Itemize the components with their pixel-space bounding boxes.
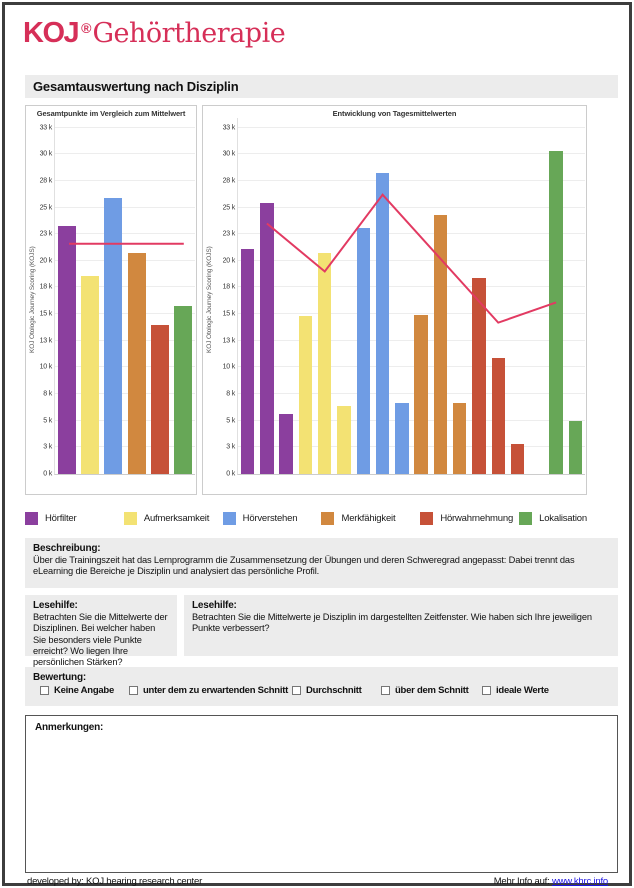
legend-swatch <box>420 512 433 525</box>
bewertung-option[interactable] <box>292 685 362 696</box>
y-tick-label: 18 k <box>222 283 235 291</box>
y-tick-label: 20 k <box>222 257 235 265</box>
y-tick-label: 28 k <box>222 177 235 185</box>
legend-swatch <box>519 512 532 525</box>
y-tick-label: 25 k <box>222 204 235 212</box>
y-tick-label: 30 k <box>222 150 235 158</box>
khrc-link[interactable]: www.khrc.info <box>551 876 608 887</box>
chart-title: Gesamtpunkte im Vergleich zum Mittelwert <box>36 109 186 118</box>
y-tick-label: 3 k <box>43 443 52 451</box>
y-tick-label: 33 k <box>222 124 235 132</box>
y-tick-label: 23 k <box>39 230 52 238</box>
y-tick-label: 3 k <box>226 443 235 451</box>
legend-swatch <box>25 512 38 525</box>
chart-overall-points <box>25 105 197 495</box>
y-tick-label: 13 k <box>39 337 52 345</box>
beschreibung-body: Über die Trainingszeit hat das Lernprogramm die Zusammensetzung der Übungen und deren Schweregrad angepasst: Dabei trennt das eLearning die Bereiche je Disziplin und analysiert das persönliche Profil. <box>33 555 575 577</box>
legend-label: Merkfähigkeit <box>341 512 396 524</box>
legend-label: Hörwahrnehmung <box>440 512 514 524</box>
registered-trademark-icon: ® <box>81 20 92 36</box>
y-axis-label: KOJ Otologic Journey Scoring (KOJS) <box>29 246 36 354</box>
y-tick-label: 10 k <box>222 363 235 371</box>
y-tick-label: 20 k <box>39 257 52 265</box>
bewertung-title: Bewertung: <box>33 672 87 683</box>
y-tick-label: 0 k <box>43 470 52 478</box>
checkbox[interactable] <box>381 686 390 695</box>
plot-area <box>39 118 195 478</box>
y-tick-label: 25 k <box>39 204 52 212</box>
checkbox-label: unter dem zu erwartenden Schnitt <box>143 685 289 696</box>
developed-by-text: developed by: KOJ hearing research center <box>27 876 203 887</box>
legend-item <box>321 512 420 525</box>
bewertung-options <box>33 685 610 701</box>
y-tick-label: 5 k <box>43 417 52 425</box>
y-tick-label: 15 k <box>39 310 52 318</box>
y-tick-label: 0 k <box>226 470 235 478</box>
anmerkungen-label: Anmerkungen: <box>35 722 104 733</box>
page-title: Gesamtauswertung nach Disziplin <box>25 75 618 98</box>
logo-product-name: Gehörtherapie <box>92 18 286 49</box>
legend-label: Hörverstehen <box>242 512 298 524</box>
legend-label: Lokalisation <box>539 512 587 524</box>
y-tick-label: 23 k <box>222 230 235 238</box>
legend-swatch <box>321 512 334 525</box>
y-tick-label: 13 k <box>222 337 235 345</box>
y-tick-label: 5 k <box>226 417 235 425</box>
more-info <box>494 876 608 887</box>
bewertung-option[interactable] <box>381 685 469 696</box>
more-info-label: Mehr Info auf: <box>493 876 552 887</box>
bewertung-option[interactable] <box>40 685 114 696</box>
y-tick-label: 8 k <box>226 390 235 398</box>
koj-logo <box>23 17 285 55</box>
page-border <box>2 2 632 886</box>
legend-item <box>420 512 519 525</box>
y-tick-label: 18 k <box>39 283 52 291</box>
chart-title: Entwicklung von Tagesmittelwerten <box>332 109 457 118</box>
beschreibung-section <box>25 538 618 588</box>
page-footer <box>25 876 608 888</box>
legend-label: Hörfilter <box>45 512 77 524</box>
y-tick-label: 8 k <box>43 390 52 398</box>
checkbox-label: ideale Werte <box>496 685 549 696</box>
legend-label: Aufmerksamkeit <box>143 512 210 524</box>
chart-daily-averages <box>202 105 587 495</box>
checkbox[interactable] <box>40 686 49 695</box>
anmerkungen-box[interactable] <box>25 715 618 873</box>
checkbox-label: Durchschnitt <box>306 685 362 696</box>
checkbox[interactable] <box>482 686 491 695</box>
y-tick-label: 28 k <box>39 177 52 185</box>
bewertung-option[interactable] <box>129 685 288 696</box>
checkbox[interactable] <box>129 686 138 695</box>
y-axis-label: KOJ Otologic Journey Scoring (KOJS) <box>206 246 213 354</box>
lesehilfe-title: Lesehilfe: <box>33 600 78 611</box>
legend-item <box>519 512 618 525</box>
y-tick-label: 15 k <box>222 310 235 318</box>
bewertung-option[interactable] <box>482 685 549 696</box>
mean-line <box>55 118 195 474</box>
y-tick-label: 30 k <box>39 150 52 158</box>
legend-item <box>223 512 322 525</box>
checkbox-label: Keine Angabe <box>54 685 114 696</box>
lesehilfe-body: Betrachten Sie die Mittelwerte je Disziplin im dargestellten Zeitfenster. Wie haben sich Ihre jeweiligen Punkte verbessert? <box>192 612 592 634</box>
lesehilfe-body: Betrachten Sie die Mittelwerte der Disziplinen. Bei welcher haben Sie besonders viele Punkte erreicht? Wo liegen Ihre persönlichen Stärken? <box>33 612 168 668</box>
discipline-legend <box>25 504 618 532</box>
legend-item <box>25 512 124 525</box>
checkbox[interactable] <box>292 686 301 695</box>
lesehilfe-left-section <box>25 595 177 668</box>
trend-line <box>238 118 585 474</box>
bewertung-section <box>25 667 618 706</box>
legend-item <box>124 512 223 525</box>
legend-swatch <box>223 512 236 525</box>
y-tick-label: 33 k <box>39 124 52 132</box>
lesehilfe-right-section <box>184 595 618 656</box>
beschreibung-title: Beschreibung: <box>33 543 101 554</box>
checkbox-label: über dem Schnitt <box>395 685 469 696</box>
logo-koj-text: KOJ <box>23 17 79 49</box>
legend-swatch <box>124 512 137 525</box>
lesehilfe-title: Lesehilfe: <box>192 600 237 611</box>
y-tick-label: 10 k <box>39 363 52 371</box>
plot-area <box>222 118 585 478</box>
